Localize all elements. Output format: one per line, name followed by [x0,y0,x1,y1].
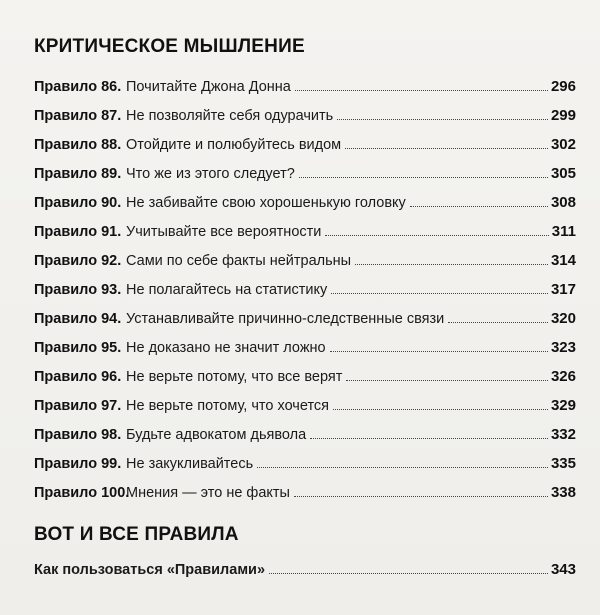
rule-number: Правило 98. [34,427,122,443]
page-number: 332 [550,426,576,443]
rule-number: Правило 89. [34,166,122,182]
page-number: 299 [550,107,576,124]
toc-entry [34,443,576,472]
rule-title: Что же из этого следует? [126,166,295,182]
dot-leader [346,380,548,381]
dot-leader [355,264,548,265]
rule-title: Не верьте потому, что все верят [126,369,343,385]
section-heading-thats-all-rules: ВОТ И ВСЕ ПРАВИЛА [34,524,239,545]
rule-title: Не полагайтесь на статистику [126,282,328,298]
dot-leader [448,322,548,323]
dot-leader [337,119,548,120]
page-number: 305 [550,165,576,182]
rule-title: Не закукливайтесь [126,456,254,472]
page-number: 343 [550,561,576,578]
toc-entry [34,385,576,414]
toc-entry [34,240,576,269]
rule-number: Правило 93. [34,282,122,298]
rule-title: Отойдите и полюбуйтесь видом [126,137,342,153]
rule-title: Устанавливайте причинно-следственные связи [126,311,445,327]
rule-number: Правило 86. [34,79,122,95]
rule-title: Почитайте Джона Донна [126,79,291,95]
toc-entry-how-to-use [34,556,576,578]
page-number: 335 [550,455,576,472]
toc-entry [34,95,576,124]
toc-entry [34,66,576,95]
entry-title: Как пользоваться «Правилами» [34,562,266,578]
dot-leader [310,438,548,439]
page-number: 317 [550,281,576,298]
rule-title: Мнения — это не факты [126,485,290,501]
rule-title: Сами по себе факты нейтральны [126,253,352,269]
toc-entry [34,182,576,211]
rule-number: Правило 97. [34,398,122,414]
toc-entry [34,269,576,298]
page-number: 314 [550,252,576,269]
rule-number: Правило 87. [34,108,122,124]
toc-entry [34,298,576,327]
dot-leader [333,409,548,410]
dot-leader [299,177,548,178]
dot-leader [257,467,548,468]
rule-number: Правило 96. [34,369,122,385]
rule-number: Правило 91. [34,224,122,240]
dot-leader [345,148,548,149]
rule-number: Правило 90. [34,195,122,211]
toc-list [34,66,576,501]
toc-entry [34,356,576,385]
rule-title: Не верьте потому, что хочется [126,398,330,414]
dot-leader [294,496,548,497]
page-number: 296 [550,78,576,95]
dot-leader [295,90,548,91]
toc-entry [34,153,576,182]
rule-title: Будьте адвокатом дьявола [126,427,307,443]
page-number: 308 [550,194,576,211]
section-heading-critical-thinking: КРИТИЧЕСКОЕ МЫШЛЕНИЕ [34,36,305,57]
toc-entry [34,414,576,443]
page-number: 326 [550,368,576,385]
dot-leader [410,206,548,207]
rule-number: Правило 99. [34,456,122,472]
dot-leader [331,293,548,294]
page-number: 329 [550,397,576,414]
rule-number: Правило 94. [34,311,122,327]
rule-number: Правило 95. [34,340,122,356]
rule-title: Не доказано не значит ложно [126,340,326,356]
toc-entry [34,327,576,356]
dot-leader [330,351,548,352]
page-number: 338 [550,484,576,501]
page-number: 320 [550,310,576,327]
dot-leader [325,235,548,236]
rule-title: Не позволяйте себя одурачить [126,108,334,124]
page-number: 302 [550,136,576,153]
page-number: 311 [551,223,576,240]
page-number: 323 [550,339,576,356]
rule-title: Не забивайте свою хорошенькую головку [126,195,406,211]
rule-number: Правило 92. [34,253,122,269]
rule-title: Учитывайте все вероятности [126,224,322,240]
rule-number: Правило 100. [34,485,130,501]
toc-entry [34,124,576,153]
toc-entry [34,472,576,501]
rule-number: Правило 88. [34,137,122,153]
toc-entry [34,211,576,240]
dot-leader [269,573,548,574]
